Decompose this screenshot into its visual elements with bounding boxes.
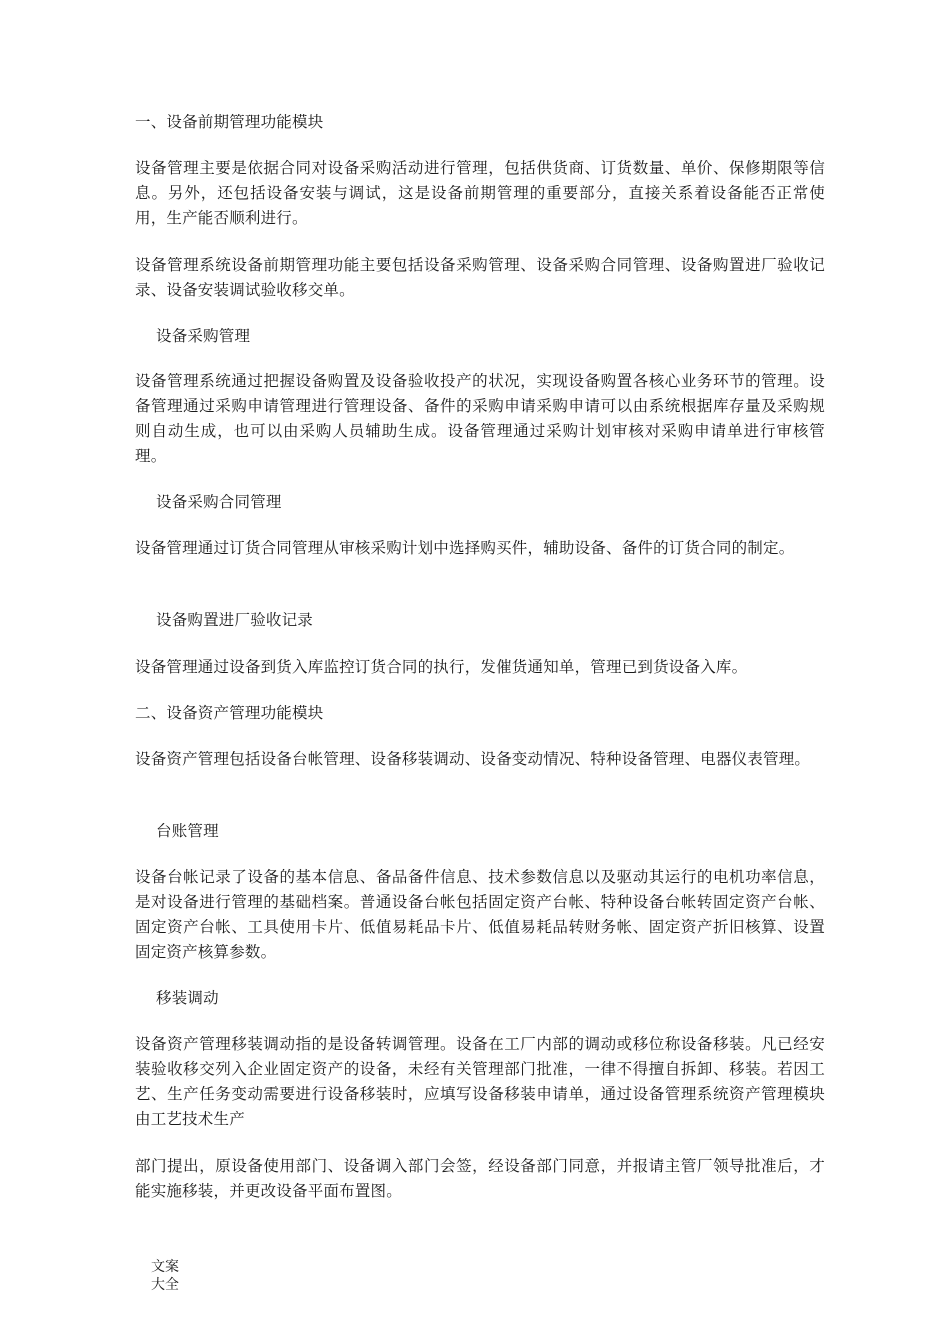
paragraph-3: 设备管理系统通过把握设备购置及设备验收投产的状况，实现设备购置各核心业务环节的管理。设备管理通过采购申请管理进行管理设备、备件的采购申请采购申请可以由系统根据库存量及采购规则自动生成，也可以由采购人员辅助生成。设备管理通过采购计划审核对采购申请单进行审核管理。 xyxy=(135,372,825,465)
section-heading-1: 一、设备前期管理功能模块 xyxy=(135,113,324,131)
paragraph-8: 设备资产管理移装调动指的是设备转调管理。设备在工厂内部的调动或移位称设备移装。凡已经安装验收移交列入企业固定资产的设备，未经有关管理部门批准，一律不得擅自拆卸、移装。若因工艺、生产任务变动需要进行设备移装时，应填写设备移装申请单，通过设备管理系统资产管理模块由工艺技术生产 xyxy=(135,1035,825,1128)
paragraph-5: 设备管理通过设备到货入库监控订货合同的执行，发催货通知单，管理已到货设备入库。 xyxy=(135,658,748,676)
subheading-ledger: 台账管理 xyxy=(156,822,219,840)
paragraph-1: 设备管理主要是依据合同对设备采购活动进行管理，包括供货商、订货数量、单价、保修期限等信息。另外，还包括设备安装与调试，这是设备前期管理的重要部分，直接关系着设备能否正常使用，生产能否顺利进行。 xyxy=(135,159,825,227)
paragraph-9: 部门提出，原设备使用部门、设备调入部门会签，经设备部门同意，并报请主管厂领导批准后，才能实施移装，并更改设备平面布置图。 xyxy=(135,1157,825,1200)
paragraph-6: 设备资产管理包括设备台帐管理、设备移装调动、设备变动情况、特种设备管理、电器仪表管理。 xyxy=(135,750,811,768)
subheading-acceptance: 设备购置进厂验收记录 xyxy=(156,611,314,629)
footer-watermark xyxy=(151,1258,191,1294)
paragraph-4: 设备管理通过订货合同管理从审核采购计划中选择购买件，辅助设备、备件的订货合同的制定。 xyxy=(135,539,795,557)
subheading-contract: 设备采购合同管理 xyxy=(156,493,282,511)
paragraph-2: 设备管理系统设备前期管理功能主要包括设备采购管理、设备采购合同管理、设备购置进厂验收记录、设备安装调试验收移交单。 xyxy=(135,256,825,299)
subheading-procurement: 设备采购管理 xyxy=(156,327,251,345)
footer-line-2: 大全 xyxy=(151,1277,179,1293)
paragraph-7: 设备台帐记录了设备的基本信息、备品备件信息、技术参数信息以及驱动其运行的电机功率信息，是对设备进行管理的基础档案。普通设备台帐包括固定资产台帐、特种设备台帐转固定资产台帐、固定资产台帐、工具使用卡片、低值易耗品卡片、低值易耗品转财务帐、固定资产折旧核算、设置固定资产核算参数。 xyxy=(135,868,825,961)
subheading-relocation: 移装调动 xyxy=(156,989,219,1007)
section-heading-2: 二、设备资产管理功能模块 xyxy=(135,704,324,722)
footer-line-1: 文案 xyxy=(151,1259,179,1275)
